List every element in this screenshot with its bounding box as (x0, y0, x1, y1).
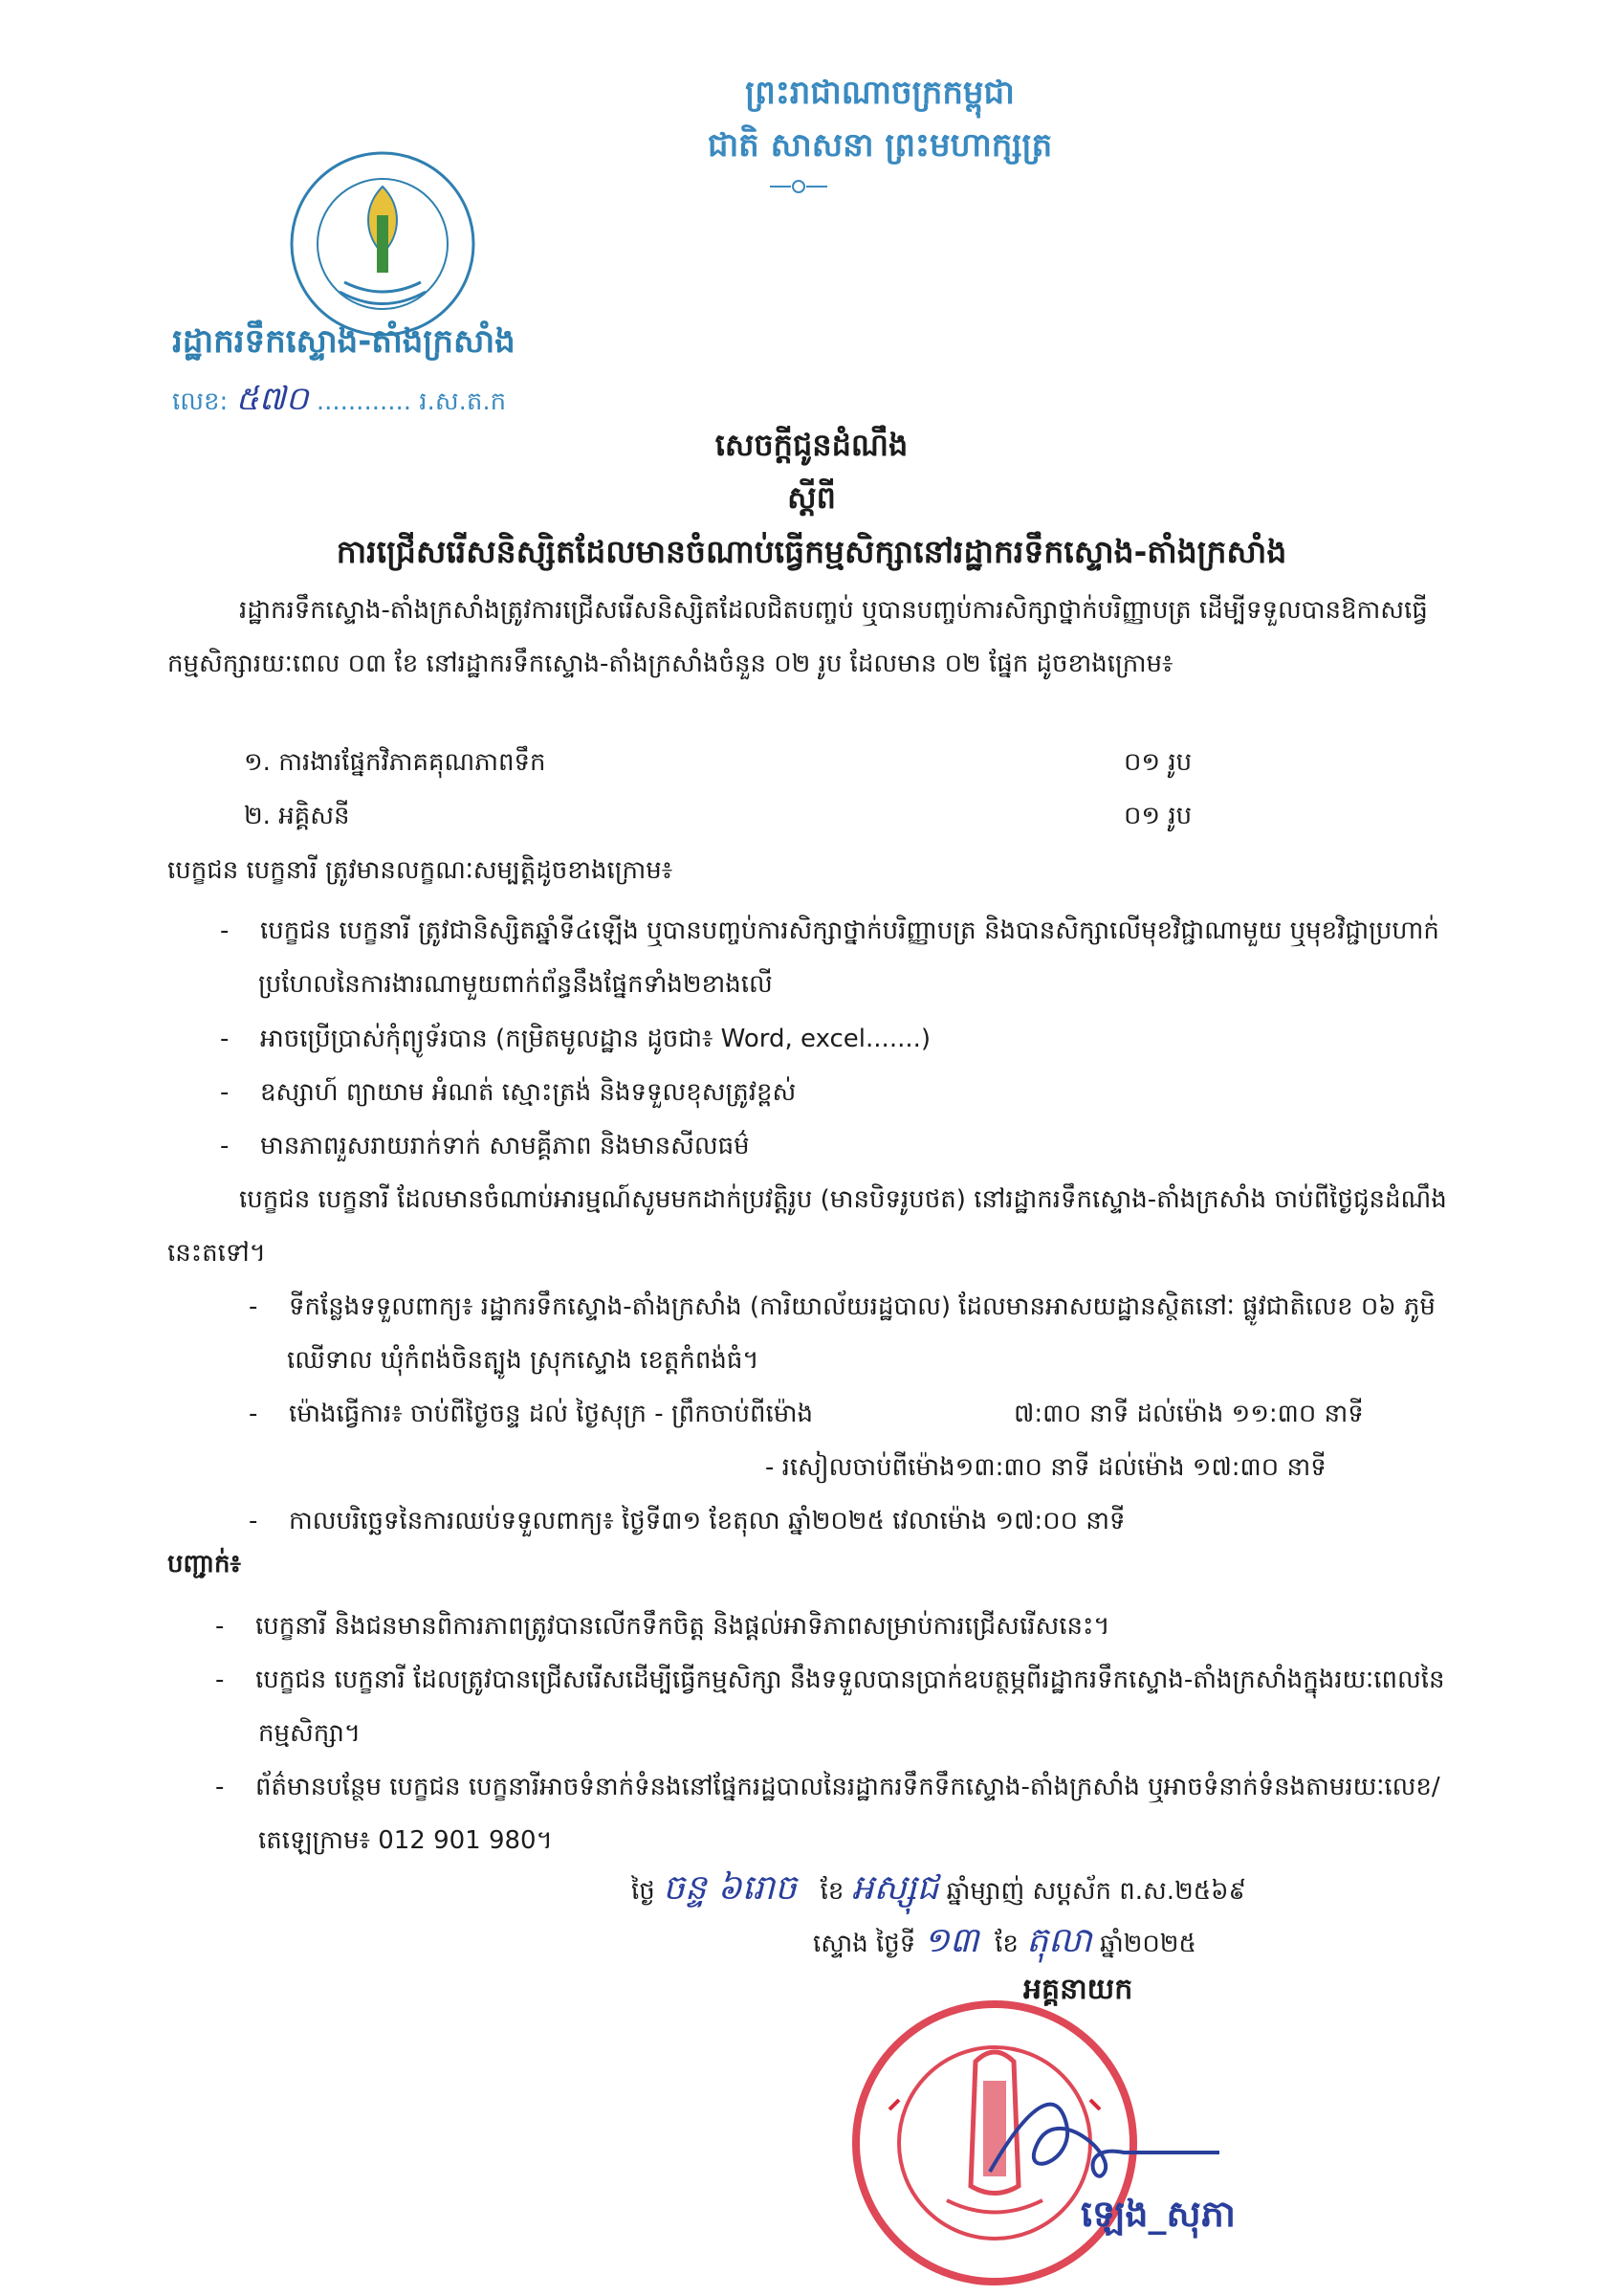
requirement-item: - អាចប្រើប្រាស់កុំព្យូទ័របាន (កម្រិតមូលដ្ឋាន ដូចជា៖ Word, excel.......) (220, 1025, 932, 1053)
ref-suffix: ............ រ.ស.ត.ក (316, 387, 507, 416)
apply-hours-afternoon: - រសៀលចាប់ពីម៉ោង១៣:៣០ នាទី ដល់ម៉ោង ១៧:៣០ នាទី (765, 1453, 1327, 1482)
kingdom-header: ព្រះរាជាណាចក្រកម្ពុជា (745, 74, 1015, 112)
lunar-date (631, 1866, 1492, 1916)
requirement-text: អាចប្រើប្រាស់កុំព្យូទ័របាន (កម្រិតមូលដ្ឋាន ដូចជា៖ Word, excel.......) (260, 1025, 932, 1053)
org-logo (287, 148, 478, 340)
note-text: ព័ត៌មានបន្ថែម បេក្ខជន បេក្ខនារីអាចទំនាក់ទំនងនៅផ្នែករដ្ឋបាលនៃរដ្ឋាករទឹកទឹកស្ទោង-តាំងក្រសាំង ឬអាចទំនាក់ទំនងតាមរយៈលេខ/តេឡេក្រាម៖ 012 901 980។ (255, 1773, 1440, 1855)
note-item: - បេក្ខនារី និងជនមានពិការភាពត្រូវបានលើកទឹកចិត្ត និងផ្តល់អាទិភាពសម្រាប់ការជ្រើសរើសនេះ។ (215, 1612, 1110, 1641)
requirement-text: មានភាពរួសរាយរាក់ទាក់ សាមគ្គីភាព និងមានសីលធម៌ (260, 1132, 750, 1160)
requirement-item: - មានភាពរួសរាយរាក់ទាក់ សាមគ្គីភាព និងមានសីលធម៌ (220, 1132, 750, 1160)
lunar-year: ឆ្នាំម្សាញ់ សប្តស័ក ព.ស.២៥៦៩ (946, 1877, 1246, 1906)
note-text: បេក្ខនារី និងជនមានពិការភាពត្រូវបានលើកទឹកចិត្ត និងផ្តល់អាទិភាពសម្រាប់ការជ្រើសរើសនេះ។ (255, 1612, 1110, 1641)
notice-subtitle: ស្តីពី (787, 479, 836, 516)
solar-month-label: ខែ (995, 1930, 1019, 1958)
signer-name: ឡេង_សុភា (1081, 2193, 1236, 2235)
apply-hours: - ម៉ោងធ្វើការ៖ ចាប់ពីថ្ងៃចន្ទ ដល់ ថ្ងៃសុក្រ - ព្រឹកចាប់ពីម៉ោង (249, 1400, 813, 1428)
intro-paragraph: រដ្ឋាករទឹកស្ទោង-តាំងក្រសាំងត្រូវការជ្រើសរើសនិស្សិតដែលជិតបញ្ចប់ ឬបានបញ្ចប់ការសិក្សាថ្នាក់បរិញ្ញាបត្រ ដើម្បីទទួលបានឱកាសធ្វើកម្មសិក្សារយៈពេល ០៣ ខែ នៅរដ្ឋាករទឹកស្ទោង-តាំងក្រសាំងចំនួន ០២ រូប ដែលមាន ០២ ផ្នែក ដូចខាងក្រោម៖ (167, 596, 1428, 678)
solar-place: ស្ទោង ថ្ងៃទី (813, 1930, 916, 1958)
notice-topic: ការជ្រើសរើសនិស្សិតដែលមានចំណាប់ធ្វើកម្មសិក្សានៅរដ្ឋាករទឹកស្ទោង-តាំងក្រសាំង (336, 533, 1287, 570)
note-item: - បេក្ខជន បេក្ខនារី ដែលត្រូវបានជ្រើសរើសដើម្បីធ្វើកម្មសិក្សា នឹងទទួលបានប្រាក់ឧបត្ថម្ភពីរដ្ឋាករទឹកស្ទោង-តាំងក្រសាំងក្នុងរយៈពេលនៃកម្មសិក្សា។ (215, 1666, 1445, 1748)
note-text: បេក្ខជន បេក្ខនារី ដែលត្រូវបានជ្រើសរើសដើម្បីធ្វើកម្មសិក្សា នឹងទទួលបានប្រាក់ឧបត្ថម្ភពីរដ្ឋាករទឹកស្ទោង-តាំងក្រសាំងក្នុងរយៈពេលនៃកម្មសិក្សា។ (255, 1666, 1445, 1748)
apply-place-text: ទីកន្លែងទទួលពាក្យ៖ រដ្ឋាករទឹកស្ទោង-តាំងក្រសាំង (ការិយាល័យរដ្ឋបាល) ដែលមានអាសយដ្ឋានស្ថិតនៅៈ ផ្លូវជាតិលេខ ០៦ ភូមិឈើទាល ឃុំកំពង់ចិនត្បូង ស្រុកស្ទោង ខេត្តកំពង់ធំ។ (287, 1292, 1436, 1375)
position-count-1: ០១ រូប (1124, 748, 1193, 777)
solar-month: តុលា (1026, 1921, 1092, 1960)
reference-number (172, 378, 506, 426)
requirement-text: ឧស្សាហ៍ ព្យាយាម អំណត់ ស្មោះត្រង់ និងទទួលខុសត្រូវខ្ពស់ (260, 1078, 797, 1107)
lunar-day: ចន្ទ ៦រោច (663, 1868, 797, 1908)
position-label-2: ២. អគ្គិសនី (244, 802, 350, 830)
apply-hours-label: ម៉ោងធ្វើការ៖ ចាប់ពីថ្ងៃចន្ទ ដល់ ថ្ងៃសុក្រ - ព្រឹកចាប់ពីម៉ោង (289, 1400, 813, 1428)
header-ornament (770, 177, 827, 196)
apply-hours-morning: ៧:៣០ នាទី ដល់ម៉ោង ១១:៣០ នាទី (1014, 1400, 1364, 1428)
requirement-text: បេក្ខជន បេក្ខនារី ត្រូវជានិស្សិតឆ្នាំទី៤ឡើង ឬបានបញ្ចប់ការសិក្សាថ្នាក់បរិញ្ញាបត្រ និងបានសិក្សាលើមុខវិជ្ជាណាមួយ ឬមុខវិជ្ជាប្រហាក់ប្រហែលនៃការងារណាមួយពាក់ព័ន្ធនឹងផ្នែកទាំង២ខាងលើ (258, 916, 1439, 999)
requirement-item: - បេក្ខជន បេក្ខនារី ត្រូវជានិស្សិតឆ្នាំទី៤ឡើង ឬបានបញ្ចប់ការសិក្សាថ្នាក់បរិញ្ញាបត្រ និងបានសិក្សាលើមុខវិជ្ជាណាមួយ ឬមុខវិជ្ជាប្រហាក់ប្រហែលនៃការងារណាមួយពាក់ព័ន្ធនឹងផ្នែកទាំង២ខាងលើ (220, 916, 1439, 999)
apply-place: - ទីកន្លែងទទួលពាក្យ៖ រដ្ឋាករទឹកស្ទោង-តាំងក្រសាំង (ការិយាល័យរដ្ឋបាល) ដែលមានអាសយដ្ឋានស្ថិតនៅៈ ផ្លូវជាតិលេខ ០៦ ភូមិឈើទាល ឃុំកំពង់ចិនត្បូង ស្រុកស្ទោង ខេត្តកំពង់ធំ។ (249, 1292, 1436, 1375)
solar-date (813, 1918, 1482, 1969)
signer-title: អគ្គនាយក (1023, 1973, 1133, 2006)
position-label-1: ១. ការងារផ្នែកវិភាគគុណភាពទឹក (244, 748, 546, 777)
solar-day: ១៣ (923, 1921, 979, 1960)
apply-deadline-text: កាលបរិច្ឆេទនៃការឈប់ទទួលពាក្យ៖ ថ្ងៃទី៣១ ខែតុលា ឆ្នាំ២០២៥ វេលាម៉ោង ១៧:០០ នាទី (289, 1507, 1126, 1535)
note-item: - ព័ត៌មានបន្ថែម បេក្ខជន បេក្ខនារីអាចទំនាក់ទំនងនៅផ្នែករដ្ឋបាលនៃរដ្ឋាករទឹកទឹកស្ទោង-តាំងក្រសាំង ឬអាចទំនាក់ទំនងតាមរយៈលេខ/តេឡេក្រាម៖ 012 901 980។ (215, 1773, 1440, 1855)
apply-deadline: - កាលបរិច្ឆេទនៃការឈប់ទទួលពាក្យ៖ ថ្ងៃទី៣១ ខែតុលា ឆ្នាំ២០២៥ វេលាម៉ោង ១៧:០០ នាទី (249, 1507, 1126, 1535)
notice-title: សេចក្តីជូនដំណឹង (714, 427, 909, 463)
apply-paragraph: បេក្ខជន បេក្ខនារី ដែលមានចំណាប់អារម្មណ៍សូមមកដាក់ប្រវត្តិរូប (មានបិទរូបថត) នៅរដ្ឋាករទឹកស្ទោង-តាំងក្រសាំង ចាប់ពីថ្ងៃជូនដំណឹងនេះតទៅ។ (167, 1185, 1447, 1268)
ref-number: ៥៧០ (235, 380, 309, 418)
lunar-prefix: ថ្ងៃ (631, 1877, 655, 1906)
lunar-month: អស្សុជ (851, 1868, 939, 1908)
position-count-2: ០១ រូប (1124, 802, 1193, 830)
lunar-month-label: ខែ (820, 1877, 844, 1906)
motto-header: ជាតិ សាសនា ព្រះមហាក្សត្រ (707, 126, 1053, 165)
notes-title: បញ្ជាក់៖ (167, 1550, 241, 1578)
org-name: រដ្ឋាករទឹកស្ទោង-តាំងក្រសាំង (172, 322, 515, 361)
requirement-item: - ឧស្សាហ៍ ព្យាយាម អំណត់ ស្មោះត្រង់ និងទទួលខុសត្រូវខ្ពស់ (220, 1078, 797, 1107)
ref-label: លេខ: (172, 387, 229, 416)
solar-year: ឆ្នាំ២០២៥ (1099, 1930, 1196, 1958)
handwritten-signature (961, 2066, 1229, 2200)
requirements-intro: បេក្ខជន បេក្ខនារី ត្រូវមានលក្ខណៈសម្បត្តិដូចខាងក្រោម៖ (167, 856, 673, 885)
